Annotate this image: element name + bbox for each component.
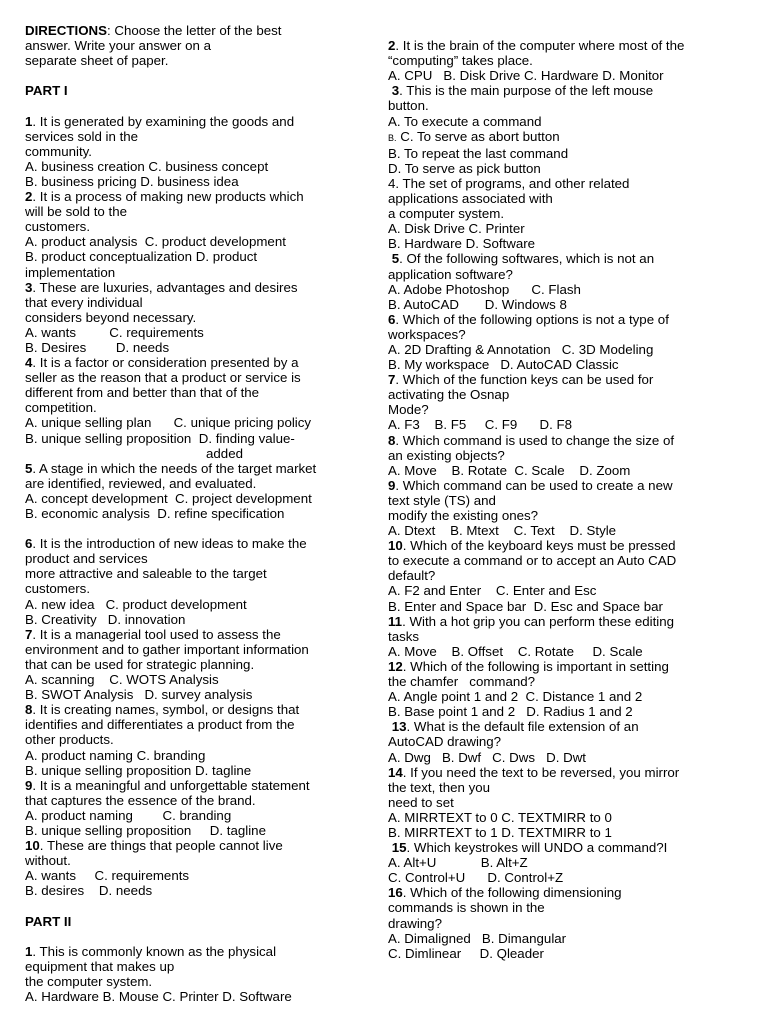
text-line: that can be used for strategic planning. bbox=[25, 656, 255, 672]
text-line: B. Desires D. needs bbox=[25, 339, 170, 355]
question-stem bbox=[388, 433, 758, 448]
question-number: 8 bbox=[25, 702, 33, 718]
question-text: . With a hot grip you can perform these editing bbox=[402, 613, 675, 629]
spacer bbox=[25, 521, 370, 536]
question-number: 9 bbox=[25, 777, 33, 793]
text-line: that captures the essence of the brand. bbox=[25, 792, 256, 808]
question-text: . It is creating names, symbol, or designs that bbox=[32, 702, 300, 718]
question-text: . What is the default file extension of an bbox=[406, 719, 639, 735]
question-stem bbox=[388, 83, 758, 98]
text-line: more attractive and saleable to the target bbox=[25, 566, 267, 582]
text-line: B. MIRRTEXT to 1 D. TEXTMIRR to 1 bbox=[388, 824, 612, 840]
question-stem bbox=[388, 719, 758, 734]
text-line: A. Move B. Rotate C. Scale D. Zoom bbox=[388, 462, 631, 478]
text-line: A. Angle point 1 and 2 C. Distance 1 and 2 bbox=[388, 689, 643, 705]
question-number: 13 bbox=[391, 719, 407, 735]
text-line: that every individual bbox=[25, 294, 143, 310]
text-line: A. product naming C. branding bbox=[25, 747, 206, 763]
text-line: workspaces? bbox=[388, 326, 466, 342]
question-stem bbox=[25, 114, 370, 129]
text-line: seller as the reason that a product or service is bbox=[25, 370, 301, 386]
text-line: B. product conceptualization D. product bbox=[25, 249, 258, 265]
question-text: . Of the following softwares, which is not an bbox=[399, 251, 655, 267]
question-number: 6 bbox=[388, 311, 396, 327]
text-line: A. Adobe Photoshop C. Flash bbox=[388, 281, 581, 297]
text-line: A. product naming C. branding bbox=[25, 807, 232, 823]
question-stem bbox=[25, 838, 370, 853]
question-number: 1 bbox=[25, 113, 33, 129]
question-number: 7 bbox=[388, 372, 396, 388]
text-line: AutoCAD drawing? bbox=[388, 734, 502, 750]
text-line: an existing objects? bbox=[388, 447, 505, 463]
question-number: 5 bbox=[391, 251, 400, 267]
question-text: . It is a managerial tool used to assess the bbox=[32, 626, 281, 642]
question-text: . Which of the function keys can be used for bbox=[395, 372, 654, 388]
question-number: 7 bbox=[25, 626, 33, 642]
question-text: . Which of the following dimensioning bbox=[402, 885, 622, 901]
question-number: 5 bbox=[25, 460, 33, 476]
question-stem bbox=[388, 765, 758, 780]
text-line: B. business pricing D. business idea bbox=[25, 173, 239, 189]
question-number: 3 bbox=[391, 83, 400, 99]
question-stem bbox=[25, 778, 370, 793]
text-line: A. product analysis C. product development bbox=[25, 234, 286, 250]
question-number: 16 bbox=[388, 885, 403, 901]
question-stem bbox=[25, 355, 370, 370]
question-number: 2 bbox=[388, 38, 396, 54]
text-line: customers. bbox=[25, 581, 91, 597]
text-line: B. unique selling proposition D. finding value- bbox=[25, 430, 295, 446]
question-text: . Which keystrokes will UNDO a command?I bbox=[406, 840, 668, 856]
question-stem bbox=[388, 251, 758, 266]
text-line: to execute a command or to accept an Auto CAD bbox=[388, 553, 677, 569]
question-number: 1 bbox=[25, 943, 33, 959]
text-line: A. CPU B. Disk Drive C. Hardware D. Monitor bbox=[388, 68, 664, 84]
text-line: D. To serve as pick button bbox=[388, 160, 541, 176]
text-line: different from and better than that of the bbox=[25, 385, 260, 401]
question-text: . It is the brain of the computer where most of the bbox=[395, 38, 685, 54]
text-line: will be sold to the bbox=[25, 204, 127, 220]
question-stem bbox=[25, 702, 370, 717]
question-number: 11 bbox=[388, 613, 403, 629]
text-line: environment and to gather important information bbox=[25, 641, 309, 657]
text-line: B. desires D. needs bbox=[25, 883, 153, 899]
question-number: 12 bbox=[388, 658, 403, 674]
text-line: A. new idea C. product development bbox=[25, 596, 247, 612]
question-number: 6 bbox=[25, 536, 33, 552]
text-line: A. unique selling plan C. unique pricing policy bbox=[25, 415, 312, 431]
question-stem bbox=[388, 38, 758, 53]
question-text: . It is a process of making new products which bbox=[32, 189, 304, 205]
text-line: Mode? bbox=[388, 402, 429, 418]
text-line: A. concept development C. project development bbox=[25, 490, 312, 506]
text-line: A. MIRRTEXT to 0 C. TEXTMIRR to 0 bbox=[388, 809, 612, 825]
text-line: B. SWOT Analysis D. survey analysis bbox=[25, 687, 253, 703]
question-stem bbox=[388, 312, 758, 327]
question-text: . Which of the following is important in setting bbox=[402, 658, 669, 674]
text-line: 4. The set of programs, and other related bbox=[388, 175, 630, 191]
text-line bbox=[388, 129, 758, 146]
text-line: default? bbox=[388, 568, 436, 584]
spacer bbox=[25, 98, 370, 113]
text-line: need to set bbox=[388, 794, 454, 810]
text-line: B. unique selling proposition D. tagline bbox=[25, 762, 252, 778]
text-line: identifies and differentiates a product from the bbox=[25, 717, 295, 733]
text-line: product and services bbox=[25, 551, 148, 567]
question-number: 14 bbox=[388, 764, 403, 780]
question-number: 9 bbox=[388, 477, 396, 493]
text-line: button. bbox=[388, 98, 429, 114]
text-line: the computer system. bbox=[25, 973, 153, 989]
text-line: A. F2 and Enter C. Enter and Esc bbox=[388, 583, 597, 599]
question-stem bbox=[25, 536, 370, 551]
text-line: equipment that makes up bbox=[25, 958, 175, 974]
left-column bbox=[25, 23, 370, 1004]
text-line: applications associated with bbox=[388, 191, 553, 207]
text-line: A. To execute a command bbox=[388, 113, 542, 129]
text-line: B. My workspace D. AutoCAD Classic bbox=[388, 357, 619, 373]
text-line: community. bbox=[25, 143, 92, 159]
question-text: . This is commonly known as the physical bbox=[32, 943, 277, 959]
directions-label: DIRECTIONS bbox=[25, 23, 108, 38]
spacer bbox=[388, 23, 758, 38]
question-stem bbox=[25, 461, 370, 476]
text-line: application software? bbox=[388, 266, 513, 282]
section-heading bbox=[25, 914, 370, 929]
text-line: the text, then you bbox=[388, 779, 491, 795]
question-stem bbox=[25, 189, 370, 204]
text-line: A. Disk Drive C. Printer bbox=[388, 221, 525, 237]
question-text: . Which command can be used to create a new bbox=[395, 477, 673, 493]
text-line: are identified, reviewed, and evaluated. bbox=[25, 475, 257, 491]
question-number: 8 bbox=[388, 432, 396, 448]
question-number: 3 bbox=[25, 279, 33, 295]
text-line: services sold in the bbox=[25, 128, 139, 144]
spacer bbox=[25, 929, 370, 944]
text-line: B. Base point 1 and 2 D. Radius 1 and 2 bbox=[388, 704, 633, 720]
text-line: implementation bbox=[25, 264, 116, 280]
text-line: B. Hardware D. Software bbox=[388, 236, 536, 252]
text-line: drawing? bbox=[388, 915, 442, 931]
text-line: C. Control+U D. Control+Z bbox=[388, 870, 564, 886]
section-heading-text: PART I bbox=[25, 83, 68, 99]
text-line: a computer system. bbox=[388, 206, 505, 222]
text-line: A. Move B. Offset C. Rotate D. Scale bbox=[388, 643, 643, 659]
question-stem bbox=[25, 944, 370, 959]
question-stem bbox=[388, 478, 758, 493]
question-stem bbox=[25, 280, 370, 295]
text-line: B. Enter and Space bar D. Esc and Space bar bbox=[388, 598, 663, 614]
small-letter: B. bbox=[388, 132, 397, 143]
text-line: activating the Osnap bbox=[388, 387, 510, 403]
directions-text: : Choose the letter of the best bbox=[107, 23, 282, 38]
text-line: text style (TS) and bbox=[388, 492, 496, 508]
section-heading bbox=[25, 83, 370, 98]
text-line: tasks bbox=[388, 628, 420, 644]
text-line: A. Dwg B. Dwf C. Dws D. Dwt bbox=[388, 749, 586, 765]
spacer bbox=[25, 898, 370, 913]
text-line: commands is shown in the bbox=[388, 900, 545, 916]
question-number: 4 bbox=[25, 355, 33, 371]
text-line: modify the existing ones? bbox=[388, 508, 539, 523]
text-line: without. bbox=[25, 853, 71, 869]
text-line: separate sheet of paper. bbox=[25, 53, 169, 69]
question-number: 10 bbox=[25, 838, 40, 854]
text-line: A. Dtext B. Mtext C. Text D. Style bbox=[388, 523, 617, 539]
text-line: B. Creativity D. innovation bbox=[25, 611, 186, 627]
question-stem bbox=[388, 538, 758, 553]
question-text: . A stage in which the needs of the target market bbox=[32, 460, 317, 476]
question-text: . Which of the keyboard keys must be pressed bbox=[402, 538, 676, 554]
question-number: 10 bbox=[388, 538, 403, 554]
text-line: B. unique selling proposition D. tagline bbox=[25, 822, 266, 838]
question-text: . It is generated by examining the goods and bbox=[32, 113, 295, 129]
question-text: . It is a meaningful and unforgettable statement bbox=[32, 777, 310, 793]
question-stem bbox=[388, 372, 758, 387]
question-number: 15 bbox=[391, 840, 407, 856]
text-line: A. 2D Drafting & Annotation C. 3D Modeling bbox=[388, 341, 654, 357]
line-text: C. To serve as abort button bbox=[396, 128, 560, 144]
spacer bbox=[25, 68, 370, 83]
question-text: . It is the introduction of new ideas to make the bbox=[32, 536, 307, 552]
text-line: added bbox=[25, 445, 243, 461]
text-line: C. Dimlinear D. Qleader bbox=[388, 945, 544, 961]
question-number: 2 bbox=[25, 189, 33, 205]
directions bbox=[25, 23, 370, 38]
text-line: A. F3 B. F5 C. F9 D. F8 bbox=[388, 417, 572, 433]
question-text: . This is the main purpose of the left mouse bbox=[399, 83, 654, 99]
text-line: considers beyond necessary. bbox=[25, 309, 197, 325]
text-line: B. economic analysis D. refine specification bbox=[25, 506, 285, 521]
question-stem bbox=[388, 885, 758, 900]
text-line: the chamfer command? bbox=[388, 674, 536, 690]
section-heading-text: PART II bbox=[25, 913, 72, 929]
question-stem bbox=[388, 840, 758, 855]
text-line: A. scanning C. WOTS Analysis bbox=[25, 672, 219, 688]
text-line: A. Hardware B. Mouse C. Printer D. Software bbox=[25, 989, 292, 1004]
question-text: . It is a factor or consideration presented by a bbox=[32, 355, 299, 371]
question-stem bbox=[25, 627, 370, 642]
text-line: customers. bbox=[25, 219, 91, 235]
question-text: . These are luxuries, advantages and desires bbox=[32, 279, 298, 295]
text-line: A. Dimaligned B. Dimangular bbox=[388, 930, 567, 946]
text-line: B. AutoCAD D. Windows 8 bbox=[388, 296, 567, 312]
question-text: . These are things that people cannot live bbox=[39, 838, 283, 854]
text-line: answer. Write your answer on a bbox=[25, 38, 211, 54]
text-line: “computing” takes place. bbox=[388, 53, 533, 69]
question-text: . If you need the text to be reversed, you mirror bbox=[402, 764, 680, 780]
question-stem bbox=[388, 659, 758, 674]
question-stem bbox=[388, 614, 758, 629]
text-line: competition. bbox=[25, 400, 97, 416]
text-line: other products. bbox=[25, 732, 114, 748]
right-column bbox=[388, 23, 758, 961]
text-line: B. To repeat the last command bbox=[388, 145, 569, 161]
text-line: A. wants C. requirements bbox=[25, 324, 204, 340]
text-line: A. wants C. requirements bbox=[25, 868, 190, 884]
text-line: A. Alt+U B. Alt+Z bbox=[388, 855, 528, 871]
text-line: A. business creation C. business concept bbox=[25, 158, 269, 174]
question-text: . Which of the following options is not a type of bbox=[395, 311, 669, 327]
question-text: . Which command is used to change the size of bbox=[395, 432, 675, 448]
